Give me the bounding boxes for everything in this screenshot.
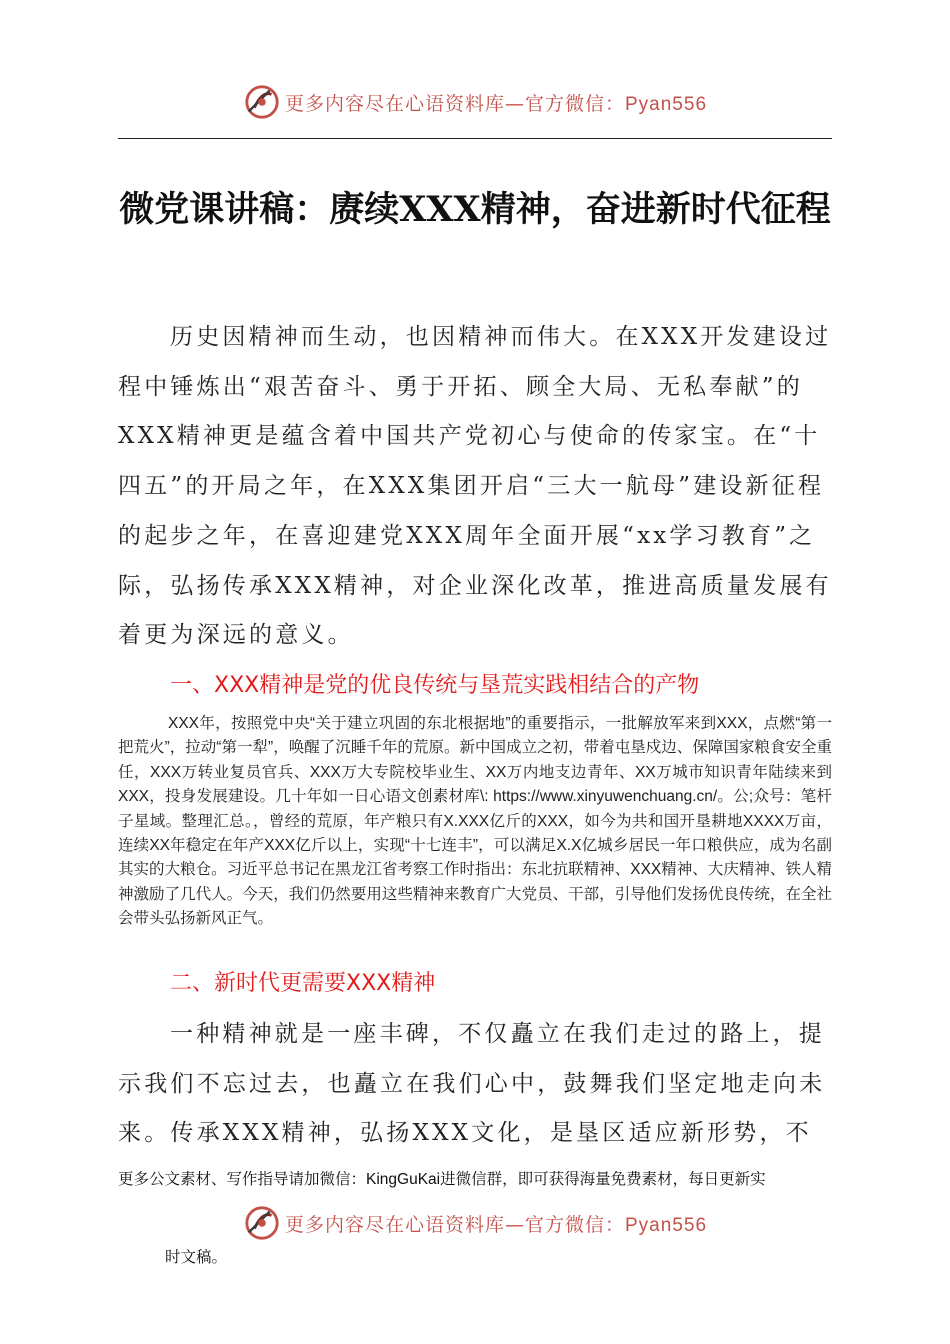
header-watermark-text: 更多内容尽在心语资料库—官方微信： (284, 92, 625, 115)
brand-logo-icon (243, 1204, 281, 1242)
section-2-heading: 二、新时代更需要XXX精神 (170, 971, 436, 996)
header-wechat-id: Pyan556 (625, 93, 708, 115)
section-2-body: 一种精神就是一座丰碑，不仅矗立在我们走过的路上，提示我们不忘过去，也矗立在我们心中，鼓舞我们坚定地走向未来。传承XXX精神，弘扬XXX文化，是垦区适应新形势，不 (118, 1021, 826, 1147)
footer-wechat-id: Pyan556 (625, 1214, 708, 1236)
intro-paragraph: 历史因精神而生动，也因精神而伟大。在XXX开发建设过程中锤炼出“艰苦奋斗、勇于开拓、顾全大局、无私奉献”的XXX精神更是蕴含着中国共产党初心与使命的传家宝。在“十四五”的开局之年，在XXX集团开启“三大一航母”建设新征程的起步之年，在喜迎建党XXX周年全面开展“xx学习教育”之际，弘扬传承XXX精神，对企业深化改革，推进高质量发展有着更为深远的意义。 (118, 324, 832, 649)
section-1-body: XXX年，按照党中央“关于建立巩固的东北根据地”的重要指示，一批解放军来到XXX，点燃“第一把荒火”，拉动“第一犁”，唤醒了沉睡千年的荒原。新中国成立之初，带着屯垦戍边、保障国家粮食安全重任，XXX万转业复员官兵、XXX万大专院校毕业生、XX万内地支边青年、XX万城市知识青年陆续来到XXX，投身发展建设。几十年如一日心语文创素材库\: https://www.xinyuwenchuang.cn/。公;众号：笔杆子星域。整理汇总。，曾经的荒原，年产粮只有X.XXX亿斤的XXX，如今为共和国开垦耕地XXXX万亩，连续XX年稳定在年产XXX亿斤以上，实现“十七连丰”，可以满足X.X亿城乡居民一年口粮供应，成为名副其实的大粮仓。习近平总书记在黑龙江省考察工作时指出：东北抗联精神、XXX精神、大庆精神、铁人精神激励了几代人。今天，我们仍然要用这些精神来教育广大党员、干部，引导他们发扬优良传统，在全社会带头弘扬新风正气。 (118, 715, 832, 928)
document-title: 微党课讲稿：赓续XXX精神，奋进新时代征程 (119, 189, 831, 230)
footer-note: 更多公文素材、写作指导请加微信：KingGuKai进微信群，即可获得海量免费素材，每日更新实 (118, 1171, 766, 1188)
header-divider (118, 138, 832, 139)
section-1-heading: 一、XXX精神是党的优良传统与垦荒实践相结合的产物 (170, 673, 700, 698)
footer-watermark-text: 更多内容尽在心语资料库—官方微信： (284, 1213, 625, 1236)
header-watermark (0, 82, 950, 122)
footer-watermark (0, 1203, 950, 1243)
brand-logo-icon (243, 83, 281, 121)
footer-note-tail: 时文稿。 (165, 1249, 228, 1266)
